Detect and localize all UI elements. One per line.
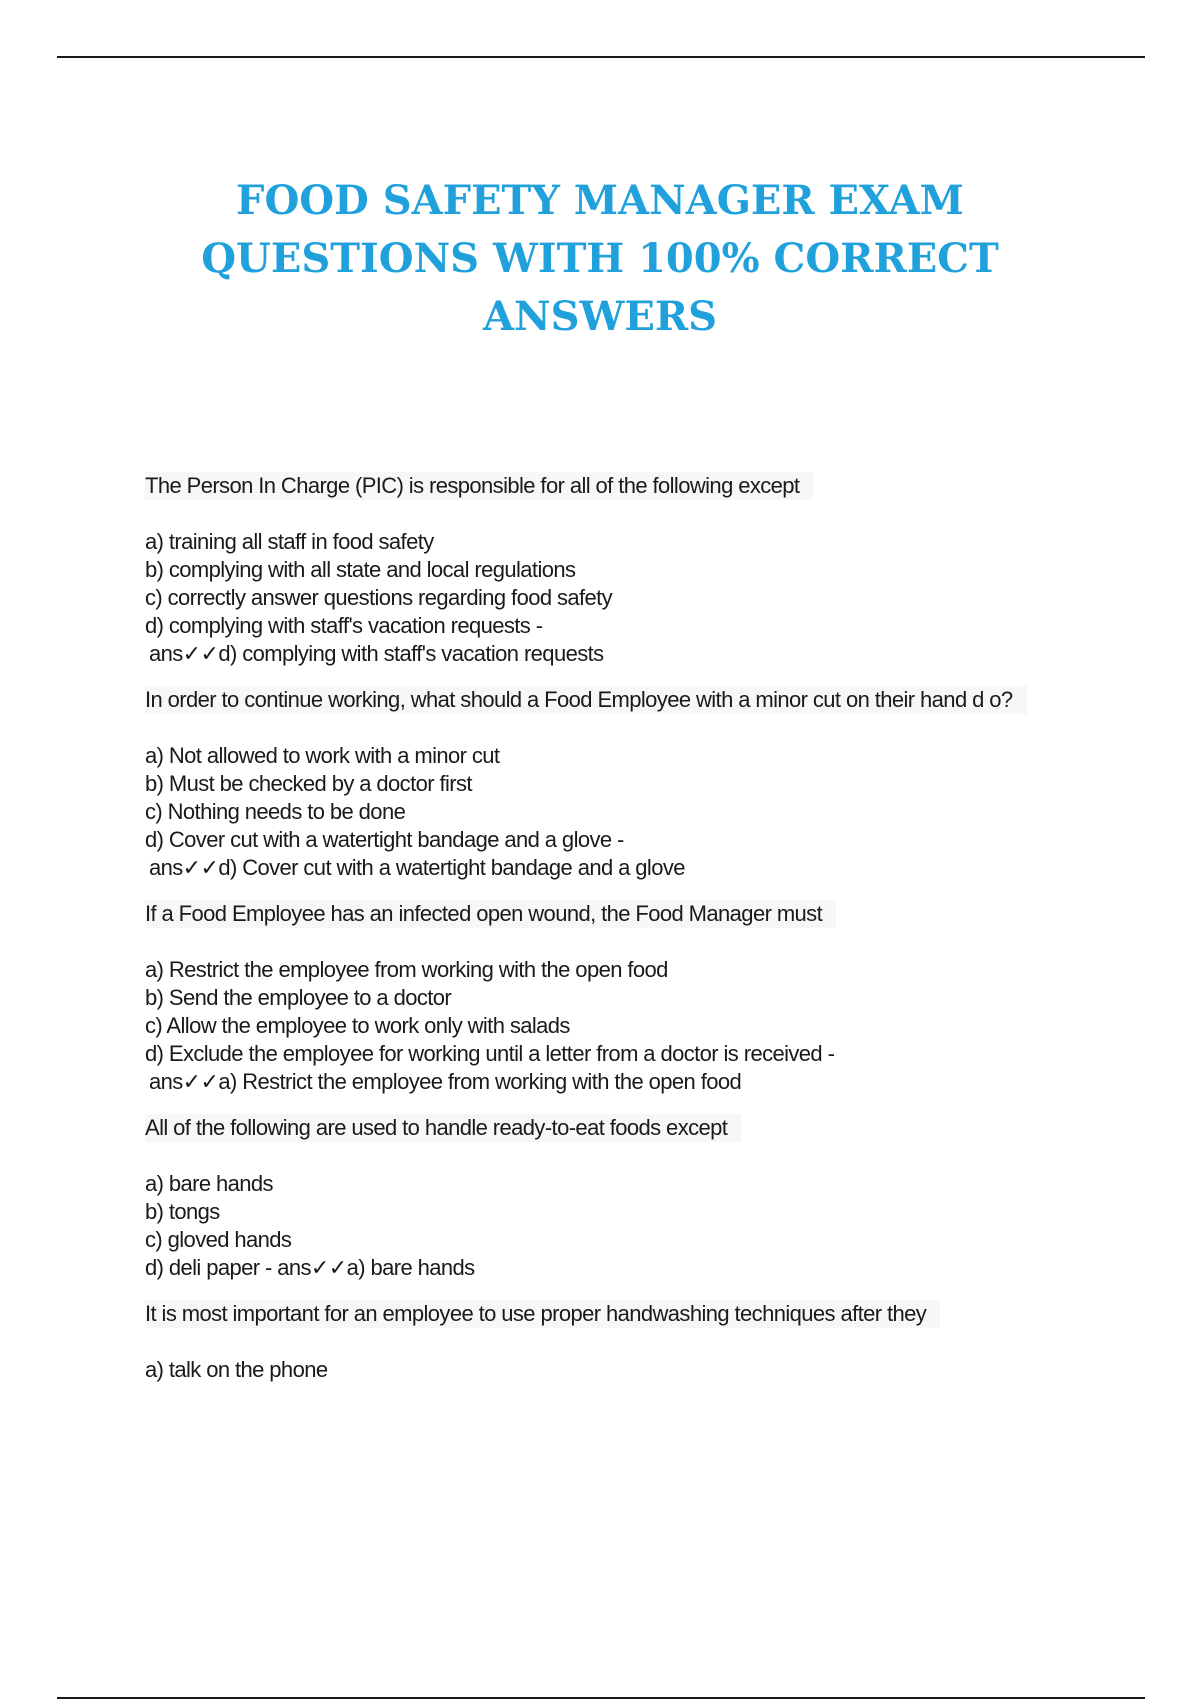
question-text: It is most important for an employee to use proper handwashing techniques after they — [145, 1300, 940, 1328]
question-block — [145, 1114, 1085, 1282]
answer-option: c) Allow the employee to work only with salads — [145, 1013, 570, 1038]
question-text: In order to continue working, what should a Food Employee with a minor cut on their hand d o? — [145, 686, 1027, 714]
question-block — [145, 686, 1085, 882]
question-list — [145, 472, 1085, 1402]
question-text: The Person In Charge (PIC) is responsible for all of the following except — [145, 472, 813, 500]
question-block — [145, 900, 1085, 1096]
answer-option: b) Must be checked by a doctor first — [145, 771, 472, 796]
answer-option: a) Restrict the employee from working with the open food — [145, 957, 668, 982]
question-block — [145, 472, 1085, 668]
header-rule — [57, 56, 1145, 58]
answer-option: d) Exclude the employee for working until a letter from a doctor is received - — [145, 1041, 835, 1066]
answer-option: a) Not allowed to work with a minor cut — [145, 743, 500, 768]
answer-option: c) Nothing needs to be done — [145, 799, 406, 824]
answer-option: a) talk on the phone — [145, 1357, 328, 1382]
answer-option: b) Send the employee to a doctor — [145, 985, 452, 1010]
answer-option: d) deli paper - ans✓✓a) bare hands — [145, 1255, 475, 1280]
footer-rule — [57, 1697, 1145, 1699]
answer-option: a) training all staff in food safety — [145, 529, 434, 554]
question-block — [145, 1300, 1085, 1384]
question-text: If a Food Employee has an infected open wound, the Food Manager must — [145, 900, 836, 928]
answer-option: d) complying with staff's vacation requests - — [145, 613, 543, 638]
answer-option: c) gloved hands — [145, 1227, 292, 1252]
correct-answer: ans✓✓d) complying with staff's vacation requests — [149, 641, 604, 666]
question-text: All of the following are used to handle ready-to-eat foods except — [145, 1114, 741, 1142]
document-title — [200, 172, 1000, 346]
answer-option: a) bare hands — [145, 1171, 273, 1196]
answer-option: b) tongs — [145, 1199, 220, 1224]
correct-answer: ans✓✓d) Cover cut with a watertight bandage and a glove — [149, 855, 685, 880]
correct-answer: ans✓✓a) Restrict the employee from working with the open food — [149, 1069, 742, 1094]
answer-option: d) Cover cut with a watertight bandage and a glove - — [145, 827, 624, 852]
title-line-2: QUESTIONS WITH 100% CORRECT — [201, 235, 999, 282]
title-line-3: ANSWERS — [482, 293, 718, 340]
answer-option: b) complying with all state and local regulations — [145, 557, 576, 582]
title-line-1: FOOD SAFETY MANAGER EXAM — [236, 177, 964, 224]
answer-option: c) correctly answer questions regarding food safety — [145, 585, 613, 610]
